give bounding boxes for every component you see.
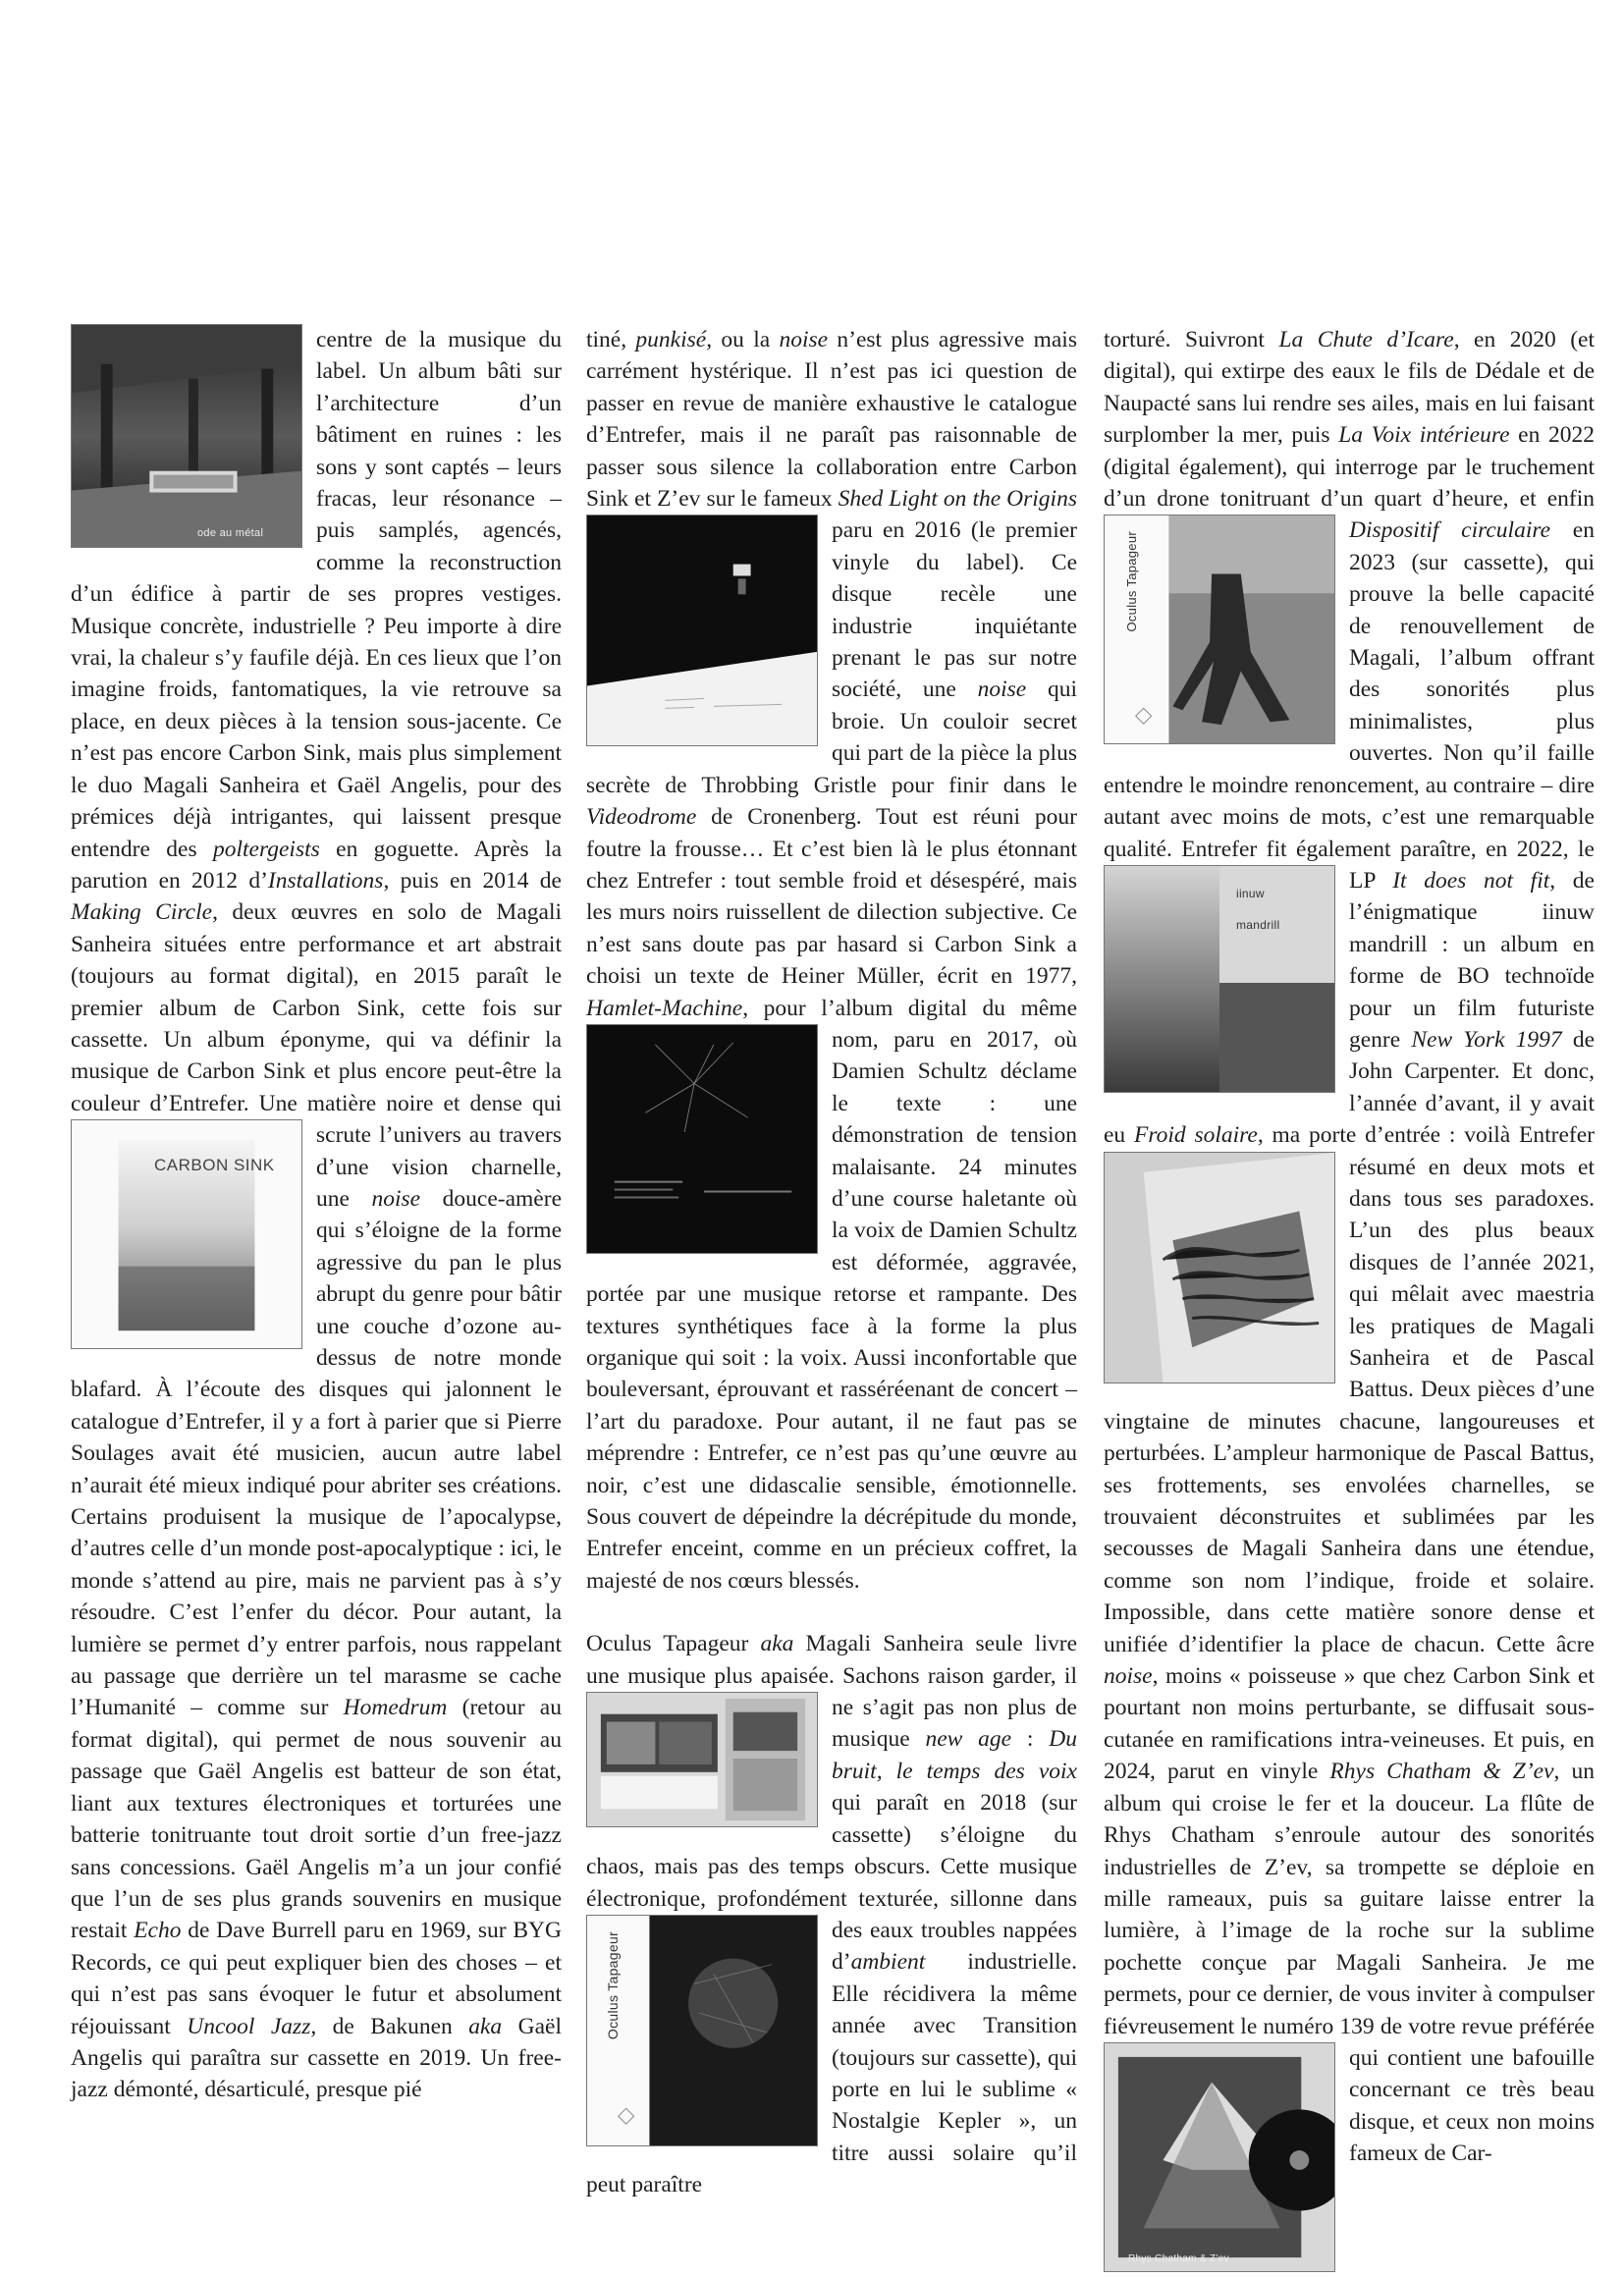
text-run: , un album qui croise le fer et la douceur. La flûte de Rhys Chatham s’enroule autour des sonorités industrielles de Z’ev, sa trompette se déploie en mille rameaux, puis sa guitare laisse entrer la lumière, à l’image de la roche sur la sublime pochette conçue par Magali Sanheira. Je me permets, pour ce dernier, de vous inviter à compulser fiévreusement le numéro 139 de [1104, 1759, 1596, 2039]
text-run: torturé. Suivront [1104, 327, 1279, 353]
text-run: de Cronenberg. Tout est réuni pour foutre la frousse… Et c’est bien là le plus étonnant chez Entrefer : tout semble froid et désespéré, mais les murs noirs ruissellent de dilection subjective. Ce n’est sans doute pas par hasard si Carbon Sink a choisi un texte de Heiner Müller, écrit en 1977, [586, 804, 1077, 990]
article-column-2 [586, 324, 1077, 2201]
text-run: , puis en 2014 de [383, 867, 562, 894]
col1-paragraph-1 [71, 324, 562, 2106]
text-run: La Voix intérieure [1338, 422, 1510, 449]
cover-title-text: Rhys Chatham & Z’ev [1128, 2252, 1229, 2264]
text-run: en 2022 (digital également), qui interroge par le truchement d’un drone tonitruant d’un quart d’heure, et enfin [1104, 422, 1596, 513]
text-run: Uncool Jazz [187, 2013, 311, 2039]
text-run: (retour au format digital), qui permet de nous souvenir au passage que Gaël Angelis est batteur de son état, liant aux textures électroniques et torturées une batterie tonitruante tout droit sortie d’un free-jazz sans concessions. Gaël Angelis m’a un jour confié que l’un de ses plus grands souvenirs en musique restait [71, 1695, 562, 1944]
text-run: Shed [838, 486, 884, 513]
text-run: , moins « poisseuse » que chez Carbon Sink et pourtant non moins perturbante, se diffusait sous-cutanée en ramifications intra-veineuses. Et puis, en 2024, parut en vinyle [1104, 1663, 1595, 1785]
text-run: Homedrum [343, 1695, 448, 1721]
text-run: new age [925, 1726, 1012, 1753]
col2-paragraph-1 [586, 324, 1077, 1597]
col3-paragraph-1 [1104, 324, 1596, 2264]
col2-paragraph-2 [586, 1628, 1077, 2200]
text-run: Oculus Tapageur [586, 1631, 761, 1657]
text-run: , ou la [706, 327, 780, 353]
text-run: de Dave Burrell paru en 1969, sur BYG Records, ce qui peut expliquer bien des choses – et qui n’est pas sans évoquer le futur et absolument réjouissant [71, 1918, 563, 2039]
text-run: centre de la musique du label. Un album bâti sur l’architecture d’un bâtiment en ruines : les sons y sont captés – leurs fracas, leur résonance – puis samplés, agencés, comme la reconstruction d’un édifice à partir de ses propres vestiges. Musique concrète, industrielle ? Peu importe à dire vrai, la chaleur s’y faufile déjà. En ces lieux que l’on imagine froids, fantomatiques, la vie retrouve sa place, en deux pièces à la tension sous-jacente. Ce n’est pas encore Carbon Sink, mais plus simplement le duo Magali Sanheira et Gaël Angelis, pour des prémices déjà intrigantes, qui laissent presque entendre des [71, 327, 562, 862]
text-run: Light on the Origins [883, 486, 1077, 513]
text-run: n’est plus agressive mais carrément hystérique. Il n’est pas ici question de passer en revue de manière exhaustive le catalogue d’Entrefer, mais il ne paraît pas raisonnable de passer sous silence la collaboration entre Carbon Sink et Z’ev sur le fameux [586, 327, 1077, 513]
text-run: Videodrome [586, 804, 697, 831]
text-run: noise [371, 1185, 421, 1212]
article-column-3 [1104, 324, 1595, 2278]
cover-title-text: iinuw mandrill [1236, 886, 1280, 933]
text-run: , de l’énigmatique iinuw mandrill : un album en forme de BO technoïde pour un film futuriste genre [1349, 867, 1595, 1053]
text-run: garder, il ne s’agit pas non plus de musique [832, 1662, 1077, 1753]
text-run: , deux œuvres en solo de Magali Sanheira situées entre performance et art abstrait (toujours au format digital), en 2015 paraît le premier album de Carbon Sink, cette fois sur cassette. Un album éponyme, qui va définir la musique de Carbon Sink et plus encore peut-être la couleur d’Entrefer. Une matière noire et dense qui scrute l’univers au travers [71, 899, 563, 1149]
text-run: Rhys Chatham & Z’ev [1329, 1759, 1554, 1785]
cover-title-text: Oculus Tapageur [605, 1930, 621, 2039]
text-run: , pour l’album digital du même nom, paru [742, 995, 1077, 1053]
text-run: circulaire [1438, 517, 1551, 544]
text-run: Installations [267, 867, 384, 894]
text-run: votre revue préférée qui contient une bafouille concernant ce très beau disque, et ceux non moins fameux de Car- [1349, 2013, 1596, 2167]
text-run: tiné, [586, 327, 636, 353]
grey-gradient-cover [1105, 866, 1334, 1092]
text-run: en goguette. Après la parution en 2012 d’ [71, 836, 562, 894]
text-run: de John Carpenter. Et donc, l’année d’avant, il y avait eu [1104, 1026, 1596, 1149]
text-run: mots et dans tous ses paradoxes. L’un des plus beaux disques de l’année 2021, qui mêlait avec maestria les pratiques de Magali Sanheira et de Pascal Battus. Deux pièces d’une vingtaine de minutes chacune, langoureuses et perturbées. L’ampleur harmonique de Pascal Battus, ses frottements, ses envolées charnelles, se trouvaient déconstruites et sublimées par les secousses de Magali Sanheira dans une étendue, comme son nom l’indique, froide et solaire. Impossible, dans cette matière sonore dense et unifiée d’identifier la place de chacun. Cette âcre [1104, 1154, 1595, 1657]
text-run: , en 2020 (et digital), qui extirpe des eaux le fils de Dédale et de Naupacté sans lui rendre ses ailes, mais en lui faisant surplomber la mer, puis [1104, 327, 1596, 449]
abstract-cover-photo [1105, 1153, 1334, 1383]
text-run: Dispositif [1349, 517, 1439, 544]
album-cover-rhys-chatham-zev [1104, 2042, 1335, 2272]
album-cover-it-does-not-fit [1104, 865, 1335, 1093]
text-run: Magali Sanheira seule livre une musique plus apaisée. Sachons raison [586, 1631, 1077, 1689]
text-run: Echo [134, 1918, 182, 1944]
text-run: paru en 2016 (le premier vinyle du label). Ce disque recèle une industrie inquiétante prenant le pas sur notre société, une [832, 517, 1077, 703]
text-run: aka [468, 2013, 503, 2039]
text-run: d’ [832, 1949, 851, 1976]
text-run: It does not fit [1392, 867, 1550, 894]
album-cover-transition [586, 1915, 818, 2146]
text-run: Gaël Angelis qui paraîtra sur cassette en 2019. Un free-jazz démonté, désarticulé, presque pié [71, 2013, 562, 2103]
vinyl-photo [587, 515, 817, 745]
text-run: : [1011, 1726, 1050, 1753]
text-run: en 2022, le LP [1349, 836, 1595, 894]
album-cover-hamlet-machine [586, 1024, 818, 1254]
album-cover-carbon-sink [71, 1119, 302, 1349]
text-run: noise [779, 327, 829, 353]
text-run: Hamlet-Machine [586, 995, 743, 1021]
album-cover-ode-au-metal [71, 324, 302, 548]
album-cover-froid-solaire [1104, 1152, 1335, 1383]
text-run: Du bruit, le temps des voix [832, 1726, 1077, 1784]
cover-title-text: Oculus Tapageur [1124, 531, 1139, 632]
album-cover-la-chute-d-icare [1104, 515, 1335, 744]
text-run: en 2023 (sur cassette), qui prouve la belle capacité de renouvellement de Magali, l’album offrant des sonorités plus minimalistes, plus ouvertes. Non qu’il faille entendre le moindre renoncement, au contraire – dire autant avec moins de mots, c’est une remarquable qualité. Entrefer fit également paraître, [1104, 517, 1595, 862]
text-run: ambient [850, 1949, 926, 1976]
text-run: punkisé [635, 327, 707, 353]
text-run: d’une vision charnelle, une [316, 1154, 562, 1212]
album-cover-shed-light [586, 515, 818, 746]
text-run: noise [977, 677, 1027, 703]
text-run: industrielle. Elle récidivera la même année avec Transition (toujours sur cassette), qui porte en lui le sublime « Nostalgie Kepler », un titre aussi solaire qu’il peut paraître [586, 1949, 1077, 2198]
text-run: poltergeists [212, 836, 320, 862]
cassette-set-photo [587, 1693, 817, 1826]
text-run: New York 1997 [1411, 1026, 1562, 1053]
ruined-building-photo [72, 325, 301, 547]
article-column-1 [71, 324, 562, 2106]
text-run: qui paraît en 2018 (sur cassette) s’éloigne du chaos, mais pas des temps obscurs. Cette musique électronique, profondément texturée, sillonne dans des eaux troubles nappées [586, 1790, 1077, 1943]
text-run: , ma porte d’entrée : voilà Entrefer résumé en deux [1257, 1122, 1595, 1180]
dark-cover-photo [587, 1025, 817, 1253]
text-run: , de Bakunen [310, 2013, 469, 2039]
text-run: douce-amère qui s’éloigne de la forme agressive du pan le plus abrupt du genre pour bâtir une couche d’ozone au-dessus de notre monde blafard. À l’écoute des disques qui jalonnent le catalogue d’Entrefer, il y a fort à parier que si Pierre Soulages avait été musicien, aucun autre label n’aurait été mieux indiqué pour abriter ses créations. Certains produisent la musique de l’apocalypse, d’autres celle d’un monde post-apocalyptique : ici, le monde s’attend au pire, mais ne parvient pas à s’y résoudre. C’est l’enfer du décor. Pour autant, la lumière se permet d’y entrer parfois, nous rappelant au passage que derrière un tel marasme se cache l’Humanité – comme sur [71, 1185, 562, 1721]
text-run: La Chute d’Icare [1278, 327, 1454, 353]
text-run: aka [760, 1631, 794, 1657]
text-run: Froid solaire [1133, 1122, 1258, 1149]
album-cover-du-bruit [586, 1692, 818, 1827]
rock-vinyl-photo [1105, 2043, 1334, 2271]
text-run: en 2017, où Damien Schultz déclame le texte : une démonstration de tension malaisante. 24 minutes d’une course haletante où la voix de Damien Schultz est déformée, aggravée, portée par une musique retorse et rampante. Des textures synthétiques face à la forme la plus organique qui soit : la voix. Aussi inconfortable que bouleversant, éprouvant et rasséréenant de concert – l’art du paradoxe. Pour autant, il ne faut pas se méprendre : Entrefer, ce n’est pas qu’une œuvre au noir, c’est une didascalie sensible, émotionnelle. Sous couvert de dépeindre la décrépitude du monde, Entrefer enceint, comme en un précieux coffret, la majesté de nos cœurs blessés. [586, 1026, 1077, 1594]
text-run: qui broie. Un couloir secret qui part de la pièce la plus secrète de Throbbing Gristle pour finir dans le [586, 677, 1077, 798]
cover-title-text: ode au métal [197, 527, 264, 539]
text-run: Making Circle [71, 899, 213, 926]
cover-title-text: CARBON SINK [154, 1156, 275, 1175]
text-run: noise [1104, 1663, 1153, 1690]
